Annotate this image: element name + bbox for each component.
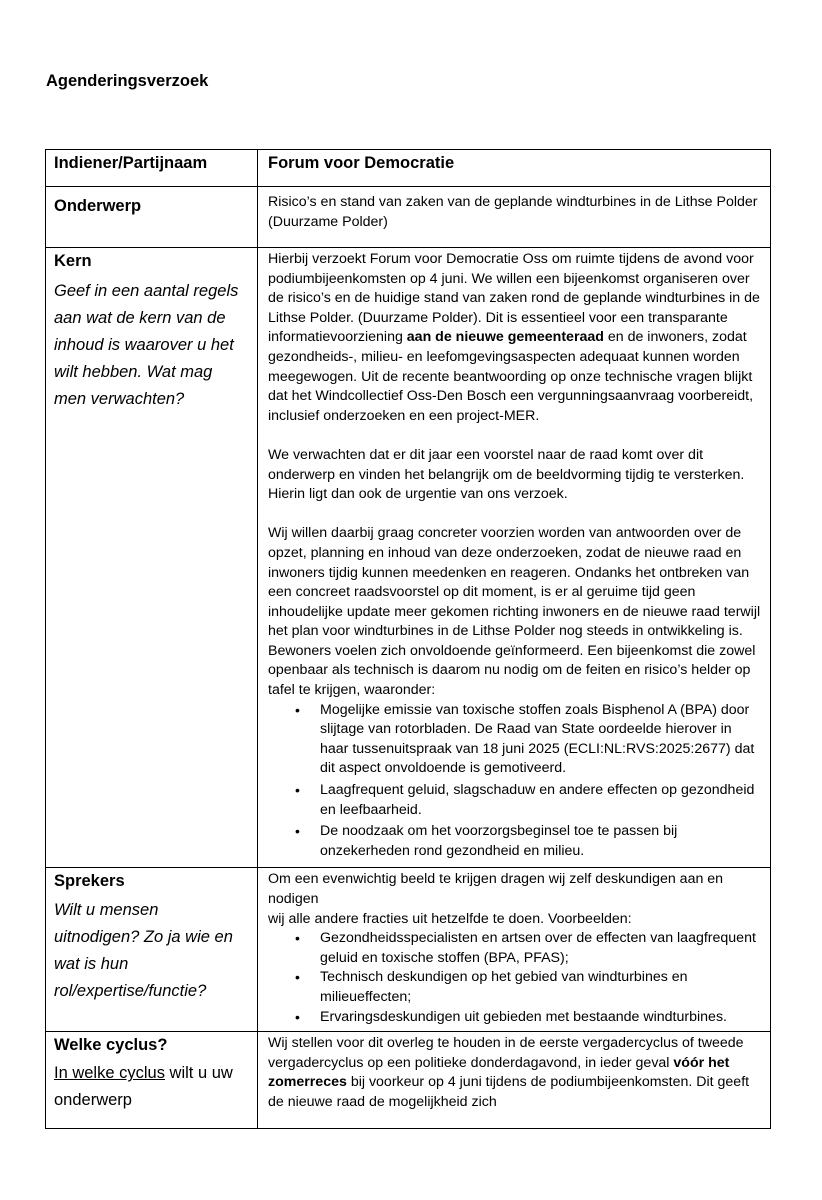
- cyclus-text: [268, 1034, 761, 1112]
- value-cell-sprekers: [258, 868, 771, 1032]
- cyclus-bold: vóór het zomerreces: [268, 1054, 730, 1091]
- hint-cyclus-rest: wilt u uw onderwerp: [54, 1064, 233, 1110]
- label-cell-kern: [46, 248, 258, 868]
- hint-cyclus: [54, 1060, 248, 1114]
- document-title: Agenderingsverzoek: [46, 72, 209, 90]
- row-sprekers: [46, 868, 771, 1032]
- kern-p1-part-b: en de inwoners, zodat gezondheids-, milieu- en leefomgevingsaspecten adequaat kunnen worden meegewogen. Uit de recente beantwoording op onze technische vragen blijkt dat het Windcollectief Oss-Den Bosch een vergunningsaanvraag voorbereidt, inclusief onderzoeken en een project-MER.: [268, 329, 754, 424]
- kern-p1-part-a: Hierbij verzoekt Forum voor Democratie Oss om ruimte tijdens de avond voor podiumbijeenkomsten op 4 juni. We willen een bijeenkomst organiseren over de risico’s en de huidige stand van zaken rond de geplande windturbines in de Lithse Polder. (Duurzame Polder). Dit is essentieel voor een transparante informatievoorziening: [268, 251, 760, 346]
- value-indiener: Forum voor Democratie: [268, 154, 455, 172]
- label-cell-indiener: [46, 150, 258, 187]
- value-cell-onderwerp: [258, 187, 771, 248]
- hint-kern: Geef in een aantal regels aan wat de kern van de inhoud is waarover u het wilt hebben. Wat mag men verwachten?: [54, 282, 239, 408]
- label-sprekers: Sprekers: [54, 872, 125, 891]
- kern-paragraph-3: Wij willen daarbij graag concreter voorzien worden van antwoorden over de opzet, planning en inhoud van deze onderzoeken, zodat de nieuwe raad en inwoners tijdig kunnen meedenken en reageren. Ondanks het ontbreken van een concreet raadsvoorstel op dit moment, is er al geruime tijd geen inhoudelijke update meer gekomen richting inwoners en de nieuwe raad terwijl het plan voor windturbines in de Lithse Polder nog steeds in ontwikkeling is. Bewoners voelen zich onvoldoende geïnformeerd. Een bijeenkomst die zowel openbaar als technisch is daarom nu nodig om de feiten en risico’s helder op tafel te krijgen, waaronder:: [268, 525, 761, 699]
- list-item: • Technisch deskundigen op het gebied van windturbines en milieueffecten;: [320, 968, 761, 1007]
- list-item: • De noodzaak om het voorzorgsbeginsel toe te passen bij onzekerheden rond gezondheid en milieu.: [320, 822, 761, 861]
- hint-sprekers: Wilt u mensen uitnodigen? Zo ja wie en wat is hun rol/expertise/functie?: [54, 901, 233, 1001]
- kern-paragraph-2: We verwachten dat er dit jaar een voorstel naar de raad komt over dit onderwerp en vinden het belangrijk om de beeldvorming tijdig te versterken. Hierin ligt dan ook de urgentie van ons verzoek.: [268, 446, 745, 503]
- row-indiener: [46, 150, 771, 187]
- label-cell-onderwerp: [46, 187, 258, 248]
- value-onderwerp: Risico’s en stand van zaken van de geplande windturbines in de Lithse Polder (Duurzame Polder): [268, 194, 758, 230]
- kern-bullet-list: [268, 701, 761, 862]
- label-indiener: Indiener/Partijnaam: [54, 154, 208, 172]
- kern-text: [268, 250, 761, 861]
- value-cell-indiener: [258, 150, 771, 187]
- sprekers-text: [268, 870, 761, 1027]
- kern-p1-bold: aan de nieuwe gemeenteraad: [406, 329, 604, 346]
- sprekers-line-1: Om een evenwichtig beeld te krijgen dragen wij zelf deskundigen aan en nodigen: [268, 871, 724, 907]
- list-item: • Gezondheidsspecialisten en artsen over de effecten van laagfrequent geluid en toxische stoffen (BPA, PFAS);: [320, 929, 761, 968]
- row-kern: [46, 248, 771, 868]
- sprekers-bullet-list: [268, 929, 761, 1027]
- row-onderwerp: [46, 187, 771, 248]
- row-cyclus: [46, 1032, 771, 1129]
- sprekers-line-2: wij alle andere fracties uit hetzelfde te doen. Voorbeelden:: [268, 910, 632, 927]
- agendering-form-table: [45, 149, 771, 1129]
- list-item: • Laagfrequent geluid, slagschaduw en andere effecten op gezondheid en leefbaarheid.: [320, 781, 761, 820]
- list-item: • Mogelijke emissie van toxische stoffen zoals Bisphenol A (BPA) door slijtage van rotorbladen. De Raad van State oordeelde hierover in haar tussenuitspraak van 18 juni 2025 (ECLI:NL:RVS:2025:2677) dat dit aspect onvoldoende is gemotiveerd.: [320, 701, 761, 779]
- label-kern: Kern: [54, 252, 92, 270]
- value-cell-cyclus: [258, 1032, 771, 1129]
- value-cell-kern: [258, 248, 771, 868]
- label-cell-cyclus: [46, 1032, 258, 1129]
- list-item: • Ervaringsdeskundigen uit gebieden met bestaande windturbines.: [320, 1008, 761, 1028]
- label-cyclus: Welke cyclus?: [54, 1036, 168, 1055]
- hint-cyclus-underlined: In welke cyclus: [54, 1064, 165, 1083]
- label-onderwerp: Onderwerp: [54, 197, 142, 215]
- cyclus-part-a: Wij stellen voor dit overleg te houden in de eerste vergadercyclus of tweede vergadercyclus op een politieke donderdagavond, in ieder geval: [268, 1035, 744, 1071]
- kern-paragraph-1: [268, 250, 761, 426]
- label-cell-sprekers: [46, 868, 258, 1032]
- cyclus-part-b: bij voorkeur op 4 juni tijdens de podiumbijeenkomsten. Dit geeft de nieuwe raad de mogelijkheid zich: [268, 1074, 750, 1110]
